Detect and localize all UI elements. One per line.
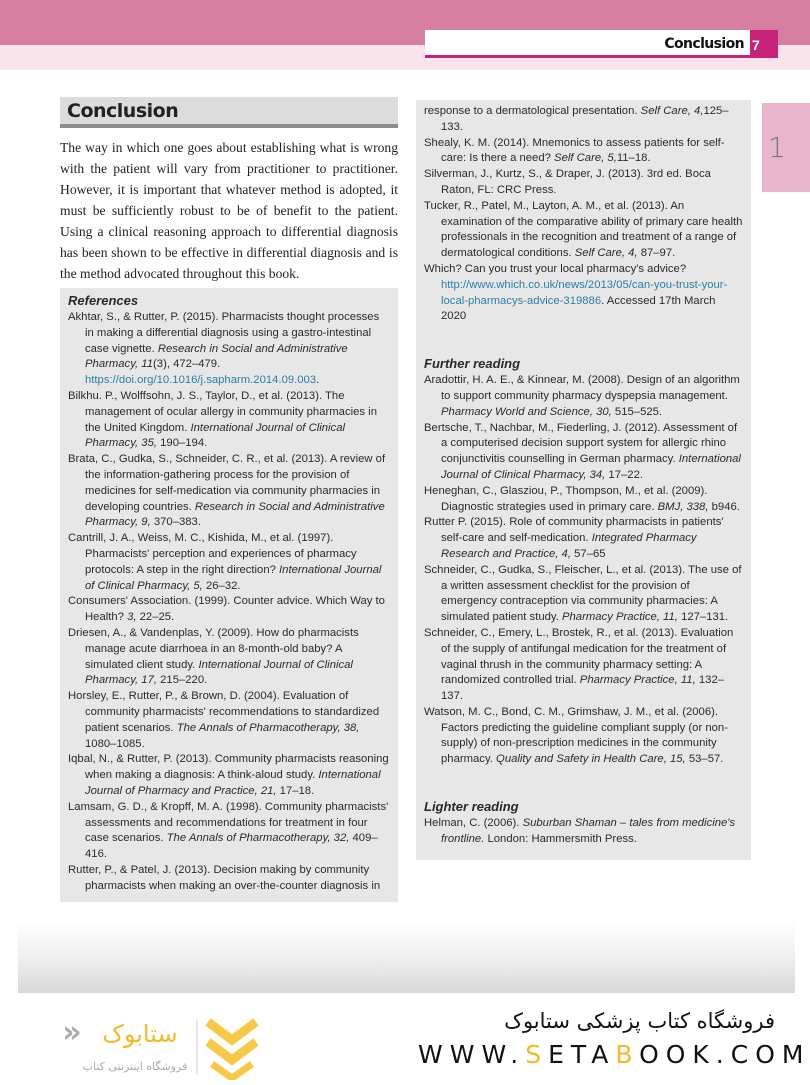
reference-entry bbox=[68, 531, 390, 594]
references-list bbox=[68, 310, 390, 894]
reference-text: Rutter P. (2015). Role of community pharmacists in patients' self-care and self-medication. bbox=[424, 516, 724, 545]
reference-text: International Journal of Clinical Pharmacy, 5, bbox=[85, 563, 382, 592]
side-tab-number: 1 bbox=[768, 131, 786, 164]
reference-entry bbox=[68, 689, 390, 752]
reference-text: . Accessed 17th March 2020 bbox=[441, 294, 716, 323]
reference-text: Self Care, 4, bbox=[574, 247, 638, 260]
reference-text: Horsley, E., Rutter, P., & Brown, D. (2004). Evaluation of community pharmacists' recommendations to standardized patient scenarios. bbox=[68, 690, 380, 734]
reference-entry bbox=[424, 421, 743, 484]
references-heading: References bbox=[68, 293, 139, 308]
chapter-number-box bbox=[750, 30, 778, 58]
reference-entry bbox=[424, 136, 743, 168]
left-column bbox=[60, 97, 398, 902]
reference-text: 370–383. bbox=[150, 516, 201, 529]
reference-text: Which? Can you trust your local pharmacy's advice? bbox=[424, 262, 687, 275]
further-reading-list bbox=[424, 373, 743, 768]
references-box-right bbox=[416, 100, 751, 860]
reference-text: Schneider, C., Gudka, S., Fleischer, L., et al. (2013). The use of a written assessment checklist for the provision of emergency contraception via community pharmacies: A simulated patient study. bbox=[424, 563, 742, 624]
reference-text: Suburban Shaman – tales from medicine's frontline. bbox=[441, 817, 736, 845]
reference-text: Integrated Pharmacy Research and Practice, 4, bbox=[441, 532, 697, 560]
section-heading: Conclusion bbox=[67, 100, 179, 122]
side-tab bbox=[762, 103, 810, 192]
reference-text: 215–220. bbox=[157, 674, 208, 687]
reference-text: International Journal of Clinical Pharmacy, 34, bbox=[441, 453, 741, 481]
reference-text: Bilkhu. P., Wolffsohn, J. S., Taylor, D., et al. (2013). The management of ocular allergy in community pharmacies in the United Kingdom. bbox=[68, 389, 377, 434]
reference-text: 53–57. bbox=[685, 753, 724, 766]
running-title: Conclusion bbox=[664, 36, 744, 52]
logo-arrows-icon: » bbox=[62, 1015, 82, 1050]
reference-entry bbox=[68, 800, 390, 863]
reference-entry bbox=[424, 262, 743, 325]
url-part: B bbox=[615, 1040, 640, 1069]
reference-entry bbox=[424, 199, 743, 262]
reference-text: Pharmacy Practice, 11, bbox=[561, 611, 678, 624]
section-heading-box bbox=[60, 97, 398, 128]
reference-entry bbox=[424, 515, 743, 562]
reference-text: Rutter, P., & Patel, J. (2013). Decision making by community pharmacists when making an over-the-counter diagnosis in bbox=[68, 863, 381, 892]
logo-subtitle: فروشگاه اینترنتی کتاب bbox=[82, 1060, 188, 1073]
logo-chevron-icon bbox=[40, 1010, 320, 1080]
references-box-left bbox=[60, 288, 398, 902]
reference-entry bbox=[68, 626, 390, 689]
lighter-reading-list bbox=[424, 816, 743, 848]
reference-text: Bertsche, T., Nachbar, M., Fiederling, J. (2012). Assessment of a computerised decision support system for allergic rhino conjunctivitis counselling in German pharmacy. bbox=[424, 421, 738, 466]
url-part: OOK.COM bbox=[639, 1040, 810, 1069]
reference-text: Tucker, R., Patel, M., Layton, A. M., et al. (2013). An examination of the comparative ability of primary care health professionals in the recognition and treatment of a range of dermatological conditions. bbox=[424, 199, 743, 260]
logo-text: ستابوک bbox=[102, 1020, 178, 1048]
reference-link[interactable]: http://www.which.co.uk/news/2013/05/can-you-trust-your-local-pharmacys-advice-319886 bbox=[441, 278, 728, 307]
footer-shadow bbox=[18, 920, 795, 993]
reference-text: Research in Social and Administrative Pharmacy, 11 bbox=[85, 342, 348, 371]
body-paragraph: The way in which one goes about establishing what is wrong with the patient will vary from practitioner to practitioner. However, it is important that whatever method is adopted, it must be sufficiently robust to be of benefit to the patient. Using a clinical reasoning approach to differential diagnosis has been shown to be effective in differential diagnosis and is the method advocated throughout this book. bbox=[60, 140, 398, 281]
reference-text: 1080–1085. bbox=[85, 737, 145, 750]
reference-text: 22–25. bbox=[136, 611, 175, 624]
running-header bbox=[425, 30, 750, 58]
reference-entry bbox=[424, 104, 743, 136]
reference-text: Akhtar, S., & Rutter, P. (2015). Pharmacists thought processes in making a differential diagnosis using a gastro-intestinal case vignette. bbox=[68, 311, 380, 355]
reference-text: Schneider, C., Emery, L., Brostek, R., et al. (2013). Evaluation of the supply of antifungal medication for the treatment of vaginal thrush in the community pharmacy setting: A randomized controlled trial. bbox=[424, 626, 734, 687]
references-list-continued bbox=[424, 104, 743, 325]
reference-entry bbox=[424, 167, 743, 199]
reference-text: London: Hammersmith Press. bbox=[484, 832, 637, 845]
reference-text: Iqbal, N., & Rutter, P. (2013). Community pharmacists reasoning when making a diagnosis: A think-aloud study. bbox=[68, 753, 389, 782]
further-reading-heading: Further reading bbox=[424, 356, 521, 372]
url-part: S bbox=[525, 1040, 549, 1069]
reference-text: 515–525. bbox=[611, 405, 663, 418]
reference-text: International Journal of Clinical Pharmacy, 17, bbox=[85, 658, 353, 687]
reference-text: Pharmacy Practice, 11, bbox=[579, 674, 696, 687]
reference-entry bbox=[424, 563, 743, 626]
reference-text: Lamsam, G. D., & Kropff, M. A. (1998). Community pharmacists' assessments and recommendations for treatment in four case scenarios. bbox=[68, 800, 389, 845]
reference-text: Self Care, 5, bbox=[554, 152, 617, 165]
reference-text: 17–18. bbox=[276, 784, 315, 797]
reference-text: Quality and Safety in Health Care, 15, bbox=[496, 753, 686, 766]
reference-text: 3, bbox=[127, 611, 137, 624]
reference-text: The Annals of Pharmacotherapy, 32, bbox=[166, 832, 350, 845]
store-name: فروشگاه کتاب پزشکی ستابوک bbox=[504, 1009, 775, 1033]
lighter-reading-heading: Lighter reading bbox=[424, 799, 519, 815]
reference-entry bbox=[68, 752, 390, 799]
reference-entry bbox=[424, 705, 743, 768]
reference-text: Helman, C. (2006). bbox=[424, 817, 523, 830]
reference-text: International Journal of Pharmacy and Practice, 21, bbox=[85, 769, 381, 797]
reference-text: Heneghan, C., Glasziou, P., Thompson, M., et al. (2009). Diagnostic strategies used in primary care. bbox=[424, 484, 708, 513]
reference-entry bbox=[68, 452, 390, 531]
reference-text: 57–65 bbox=[570, 547, 606, 560]
reference-text: Self Care, 4, bbox=[640, 105, 704, 117]
url-part: WWW. bbox=[418, 1040, 526, 1069]
reference-text: Driesen, A., & Vandenplas, Y. (2009). How do pharmacists manage acute diarrhoea in an 8-month-old baby? A simulated client study. bbox=[68, 626, 359, 671]
reference-entry bbox=[68, 389, 390, 452]
reference-entry bbox=[424, 626, 743, 705]
reference-text: BMJ, 338, bbox=[657, 500, 709, 513]
reference-text: 409–416. bbox=[85, 832, 378, 861]
reference-text: International Journal of Clinical Pharmacy, 35, bbox=[85, 421, 345, 450]
reference-text: b946. bbox=[708, 500, 740, 513]
reference-text: (3), 472–479. bbox=[153, 358, 221, 371]
reference-text: Brata, C., Gudka, S., Schneider, C. R., et al. (2013). A review of the information-gathering process for the provision of medicines for self-medication via community pharmacies in developing countries. bbox=[68, 453, 386, 513]
reference-entry bbox=[424, 484, 743, 516]
reference-entry bbox=[68, 594, 390, 626]
setabook-logo bbox=[40, 1010, 320, 1080]
reference-text: Silverman, J., Kurtz, S., & Draper, J. (2013). 3rd ed. Boca Raton, FL: CRC Press. bbox=[424, 168, 711, 196]
reference-link[interactable]: https://doi.org/10.1016/j.sapharm.2014.09.003 bbox=[85, 374, 317, 387]
reference-entry bbox=[68, 310, 390, 389]
reference-text: 125–133. bbox=[441, 105, 729, 133]
reference-entry bbox=[424, 816, 743, 848]
reference-text: 26–32. bbox=[202, 579, 241, 592]
reference-text: 11–18. bbox=[616, 152, 651, 165]
reference-text: Aradottir, H. A. E., & Kinnear, M. (2008). Design of an algorithm to support community pharmacy dyspepsia management. bbox=[424, 374, 740, 402]
reference-text: Pharmacy World and Science, 30, bbox=[441, 405, 612, 418]
reference-entry bbox=[424, 373, 743, 420]
reference-text: 87–97. bbox=[637, 247, 676, 260]
reference-text: 17–22. bbox=[605, 468, 643, 481]
reference-text: Research in Social and Administrative Pharmacy, 9, bbox=[85, 500, 385, 529]
reference-text: 132–137. bbox=[441, 674, 725, 703]
reference-text: . bbox=[316, 374, 320, 387]
chapter-number: 7 bbox=[752, 37, 760, 53]
reference-text: response to a dermatological presentation. bbox=[424, 105, 641, 117]
reference-text: Cantrill, J. A., Weiss, M. C., Kishida, M., et al. (1997). Pharmacists' perception and experiences of pharmacy protocols: A step in the right direction? bbox=[68, 532, 357, 576]
reference-text: 127–131. bbox=[677, 611, 729, 624]
reference-text: Consumers' Association. (1999). Counter advice. Which Way to Health? bbox=[68, 595, 385, 624]
url-part: ETA bbox=[548, 1040, 616, 1069]
reference-entry bbox=[68, 863, 390, 895]
reference-text: Shealy, K. M. (2014). Mnemonics to assess patients for self-care: Is there a need? bbox=[424, 136, 725, 165]
reference-text: Watson, M. C., Bond, C. M., Grimshaw, J. M., et al. (2006). Factors predicting the guideline compliant supply (or non-supply) of non-prescription medicines in the community pharmacy. bbox=[424, 705, 728, 766]
reference-text: The Annals of Pharmacotherapy, 38, bbox=[176, 721, 360, 734]
store-url[interactable] bbox=[418, 1040, 810, 1070]
reference-text: 190–194. bbox=[157, 437, 208, 450]
